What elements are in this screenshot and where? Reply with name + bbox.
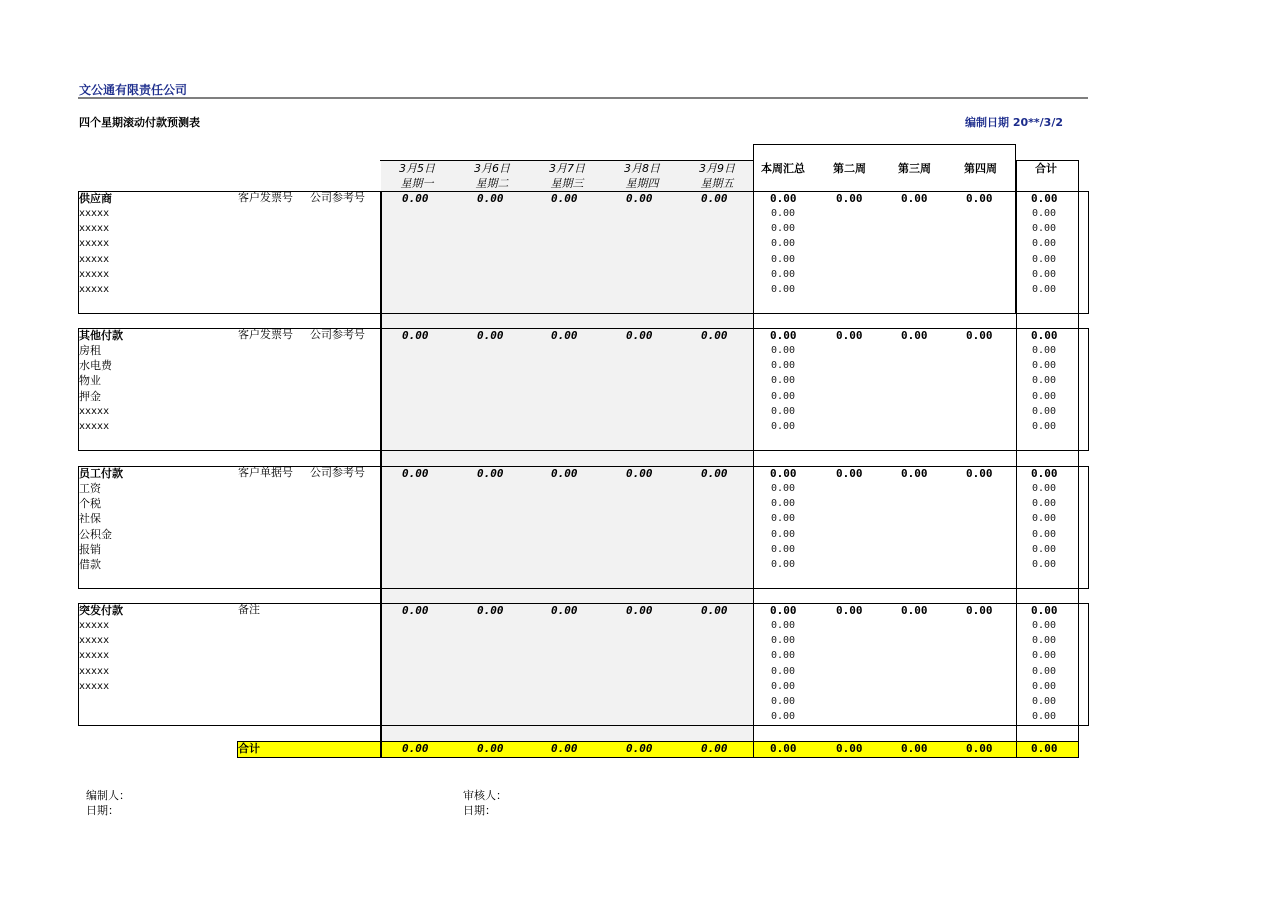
weekly-subtotal: 0.00 (836, 604, 863, 617)
line-item-week-value: 0.00 (771, 375, 796, 386)
gap-divider-weekly (753, 314, 754, 328)
line-item-label: 借款 (79, 558, 101, 571)
line-item-week-value: 0.00 (771, 544, 796, 555)
gap-divider-right (1078, 589, 1079, 603)
weekly-grand-total: 0.00 (770, 742, 797, 755)
section-box (78, 328, 1089, 451)
line-item-total-value: 0.00 (1032, 208, 1057, 219)
weekly-grand-total: 0.00 (901, 742, 928, 755)
total-header: 合计 (1035, 162, 1057, 175)
preparer-label: 编制人： (86, 789, 130, 802)
weekly-subtotal: 0.00 (966, 329, 993, 342)
total-row-divider (1016, 741, 1017, 758)
daily-grand-total: 0.00 (402, 742, 429, 755)
line-item-total-value: 0.00 (1032, 360, 1057, 371)
weekly-subtotal: 0.00 (901, 604, 928, 617)
line-item-total-value: 0.00 (1032, 635, 1057, 646)
line-item-week-value: 0.00 (771, 284, 796, 295)
line-item-label: 房租 (79, 344, 101, 357)
daily-subtotal: 0.00 (701, 192, 728, 205)
line-item-label: xxxxx (79, 269, 110, 280)
gap-divider-total (1016, 589, 1017, 603)
section-col1-label: 客户单据号 (238, 466, 293, 479)
weekly-subtotal: 0.00 (966, 604, 993, 617)
gap-divider-daily (380, 314, 382, 328)
section-divider-daily (380, 603, 382, 726)
weekly-subtotal: 0.00 (901, 467, 928, 480)
line-item-label: xxxxx (79, 406, 110, 417)
section-box (78, 603, 1089, 726)
line-item-total-value: 0.00 (1032, 650, 1057, 661)
line-item-total-value: 0.00 (1032, 375, 1057, 386)
reviewer-date-label: 日期： (463, 804, 496, 817)
week-header: 第二周 (833, 162, 866, 175)
line-item-label: xxxxx (79, 620, 110, 631)
gap-divider-weekly (753, 451, 754, 466)
weekly-subtotal: 0.00 (836, 329, 863, 342)
weekly-subtotal: 0.00 (770, 192, 797, 205)
section-name: 突发付款 (79, 604, 123, 617)
line-item-week-value: 0.00 (771, 223, 796, 234)
weekly-subtotal: 0.00 (836, 192, 863, 205)
weekly-subtotal: 0.00 (836, 467, 863, 480)
daily-grand-total: 0.00 (551, 742, 578, 755)
grand-subtotal: 0.00 (1031, 192, 1058, 205)
weekly-subtotal: 0.00 (901, 192, 928, 205)
line-item-label: 物业 (79, 374, 101, 387)
daily-subtotal: 0.00 (551, 604, 578, 617)
compile-date: 编制日期 20**/3/2 (965, 116, 1063, 129)
line-item-total-value: 0.00 (1032, 529, 1057, 540)
section-divider-daily (380, 328, 382, 451)
line-item-total-value: 0.00 (1032, 269, 1057, 280)
line-item-total-value: 0.00 (1032, 681, 1057, 692)
section-box (78, 191, 1089, 314)
weekly-subtotal: 0.00 (901, 329, 928, 342)
total-row-divider (380, 741, 382, 758)
daily-subtotal: 0.00 (551, 192, 578, 205)
line-item-week-value: 0.00 (771, 238, 796, 249)
line-item-label: xxxxx (79, 666, 110, 677)
day-header-date: 3月8日 (624, 162, 660, 175)
day-header-weekday: 星期一 (400, 177, 434, 190)
line-item-total-value: 0.00 (1032, 544, 1057, 555)
section-divider-weekly (753, 466, 754, 589)
line-item-week-value: 0.00 (771, 620, 796, 631)
daily-subtotal: 0.00 (402, 467, 429, 480)
day-header-date: 3月5日 (399, 162, 435, 175)
line-item-label: 公积金 (79, 528, 112, 541)
line-item-label: 押金 (79, 390, 101, 403)
day-header-weekday: 星期二 (475, 177, 509, 190)
line-item-total-value: 0.00 (1032, 421, 1057, 432)
daily-subtotal: 0.00 (701, 329, 728, 342)
weekly-grand-total: 0.00 (966, 742, 993, 755)
line-item-label: xxxxx (79, 208, 110, 219)
daily-subtotal: 0.00 (626, 467, 653, 480)
section-name: 员工付款 (79, 467, 123, 480)
daily-grand-total: 0.00 (626, 742, 653, 755)
reviewer-label: 审核人： (463, 789, 507, 802)
line-item-label: xxxxx (79, 284, 110, 295)
daily-subtotal: 0.00 (551, 467, 578, 480)
line-item-label: 水电费 (79, 359, 112, 372)
company-name: 文公通有限责任公司 (79, 83, 188, 97)
line-item-week-value: 0.00 (771, 254, 796, 265)
line-item-week-value: 0.00 (771, 513, 796, 524)
daily-subtotal: 0.00 (551, 329, 578, 342)
weekly-subtotal: 0.00 (966, 192, 993, 205)
line-item-week-value: 0.00 (771, 696, 796, 707)
line-item-label: xxxxx (79, 650, 110, 661)
grand-subtotal: 0.00 (1031, 467, 1058, 480)
line-item-week-value: 0.00 (771, 559, 796, 570)
header-divider (78, 97, 1088, 99)
gap-divider-total (1016, 726, 1017, 741)
daily-subtotal: 0.00 (626, 604, 653, 617)
section-divider-total (1016, 191, 1017, 314)
gap-divider-daily (380, 451, 382, 466)
day-header-date: 3月9日 (699, 162, 735, 175)
total-row-box (237, 741, 1079, 758)
daily-subtotal: 0.00 (477, 192, 504, 205)
gap-divider-right (1078, 451, 1079, 466)
line-item-label: xxxxx (79, 681, 110, 692)
section-divider-total (1016, 466, 1017, 589)
line-item-total-value: 0.00 (1032, 559, 1057, 570)
gap-divider-weekly (753, 589, 754, 603)
line-item-total-value: 0.00 (1032, 254, 1057, 265)
section-divider-right (1078, 191, 1079, 314)
day-header-date: 3月6日 (474, 162, 510, 175)
section-name: 其他付款 (79, 329, 123, 342)
line-item-week-value: 0.00 (771, 208, 796, 219)
line-item-total-value: 0.00 (1032, 238, 1057, 249)
line-item-week-value: 0.00 (771, 406, 796, 417)
grand-subtotal: 0.00 (1031, 329, 1058, 342)
week-header: 本周汇总 (761, 162, 805, 175)
gap-divider-weekly (753, 726, 754, 741)
weekly-grand-total: 0.00 (836, 742, 863, 755)
section-box (78, 466, 1089, 589)
total-row-divider (753, 741, 754, 758)
section-col1-label: 客户发票号 (238, 328, 293, 341)
section-divider-weekly (753, 328, 754, 451)
line-item-week-value: 0.00 (771, 650, 796, 661)
weekly-subtotal: 0.00 (770, 467, 797, 480)
line-item-week-value: 0.00 (771, 529, 796, 540)
line-item-total-value: 0.00 (1032, 284, 1057, 295)
daily-subtotal: 0.00 (626, 329, 653, 342)
line-item-label: 社保 (79, 512, 101, 525)
day-header-weekday: 星期四 (625, 177, 659, 190)
section-divider-total (1016, 603, 1017, 726)
line-item-week-value: 0.00 (771, 421, 796, 432)
line-item-label: xxxxx (79, 421, 110, 432)
daily-grand-total: 0.00 (477, 742, 504, 755)
daily-subtotal: 0.00 (402, 192, 429, 205)
line-item-week-value: 0.00 (771, 498, 796, 509)
daily-subtotal: 0.00 (477, 329, 504, 342)
line-item-week-value: 0.00 (771, 360, 796, 371)
weekly-subtotal: 0.00 (770, 604, 797, 617)
day-header-date: 3月7日 (549, 162, 585, 175)
section-col1-label: 备注 (238, 603, 260, 616)
week-header: 第四周 (964, 162, 997, 175)
line-item-total-value: 0.00 (1032, 498, 1057, 509)
gap-divider-right (1078, 314, 1079, 328)
preparer-date-label: 日期： (86, 804, 119, 817)
gap-divider-right (1078, 726, 1079, 741)
section-col1-label: 客户发票号 (238, 191, 293, 204)
line-item-week-value: 0.00 (771, 711, 796, 722)
section-col2-label: 公司参考号 (310, 328, 365, 341)
line-item-week-value: 0.00 (771, 483, 796, 494)
line-item-label: 工资 (79, 482, 101, 495)
gap-divider-daily (380, 726, 382, 741)
weekly-subtotal: 0.00 (770, 329, 797, 342)
daily-subtotal: 0.00 (626, 192, 653, 205)
grand-subtotal: 0.00 (1031, 604, 1058, 617)
section-divider-right (1078, 466, 1079, 589)
overall-grand-total: 0.00 (1031, 742, 1058, 755)
section-col2-label: 公司参考号 (310, 191, 365, 204)
line-item-total-value: 0.00 (1032, 406, 1057, 417)
section-divider-total (1016, 328, 1017, 451)
section-divider-daily (380, 191, 382, 314)
daily-grand-total: 0.00 (701, 742, 728, 755)
weekly-subtotal: 0.00 (966, 467, 993, 480)
daily-subtotal: 0.00 (701, 467, 728, 480)
line-item-week-value: 0.00 (771, 391, 796, 402)
daily-subtotal: 0.00 (477, 467, 504, 480)
line-item-total-value: 0.00 (1032, 345, 1057, 356)
daily-subtotal: 0.00 (701, 604, 728, 617)
week-header: 第三周 (898, 162, 931, 175)
section-name: 供应商 (79, 192, 112, 205)
line-item-week-value: 0.00 (771, 345, 796, 356)
daily-subtotal: 0.00 (402, 329, 429, 342)
line-item-total-value: 0.00 (1032, 391, 1057, 402)
line-item-week-value: 0.00 (771, 681, 796, 692)
section-divider-weekly (753, 191, 754, 314)
line-item-total-value: 0.00 (1032, 666, 1057, 677)
gap-divider-total (1016, 451, 1017, 466)
line-item-total-value: 0.00 (1032, 483, 1057, 494)
gap-divider-total (1016, 314, 1017, 328)
line-item-total-value: 0.00 (1032, 513, 1057, 524)
day-header-weekday: 星期三 (550, 177, 584, 190)
daily-subtotal: 0.00 (477, 604, 504, 617)
line-item-label: 个税 (79, 497, 101, 510)
line-item-label: xxxxx (79, 223, 110, 234)
line-item-week-value: 0.00 (771, 666, 796, 677)
sheet-title: 四个星期滚动付款预测表 (79, 116, 200, 129)
line-item-label: xxxxx (79, 238, 110, 249)
section-divider-right (1078, 328, 1079, 451)
section-divider-right (1078, 603, 1079, 726)
line-item-total-value: 0.00 (1032, 696, 1057, 707)
section-divider-weekly (753, 603, 754, 726)
line-item-label: xxxxx (79, 254, 110, 265)
line-item-total-value: 0.00 (1032, 620, 1057, 631)
line-item-week-value: 0.00 (771, 635, 796, 646)
section-divider-daily (380, 466, 382, 589)
day-header-weekday: 星期五 (700, 177, 734, 190)
line-item-total-value: 0.00 (1032, 223, 1057, 234)
line-item-total-value: 0.00 (1032, 711, 1057, 722)
gap-divider-daily (380, 589, 382, 603)
line-item-label: 报销 (79, 543, 101, 556)
section-col2-label: 公司参考号 (310, 466, 365, 479)
total-row-label: 合计 (238, 742, 260, 755)
line-item-label: xxxxx (79, 635, 110, 646)
daily-subtotal: 0.00 (402, 604, 429, 617)
line-item-week-value: 0.00 (771, 269, 796, 280)
